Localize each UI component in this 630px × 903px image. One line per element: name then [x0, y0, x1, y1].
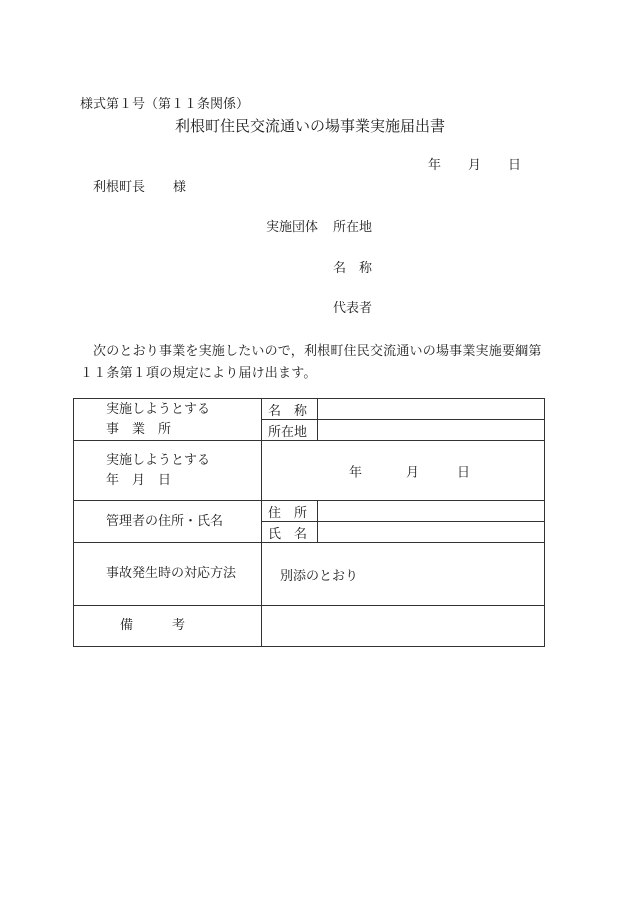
date-label-line-2: 年 月 日 — [106, 472, 172, 488]
applicant-representative-label: 代表者 — [333, 301, 373, 316]
office-label-line-1: 実施しようとする — [106, 401, 211, 417]
table-date-month: 月 — [406, 465, 420, 480]
statement-line-1: 次のとおり事業を実施したいので，利根町住民交流通いの場事業実施要綱第 — [93, 344, 542, 359]
table-row — [74, 606, 545, 647]
accident-response-label-cell: 事故発生時の対応方法 — [74, 543, 262, 606]
office-address-value[interactable] — [318, 420, 545, 441]
statement-line-2: １１条第１項の規定により届け出ます。 — [80, 366, 317, 381]
manager-name-sublabel: 氏 名 — [262, 522, 318, 543]
applicant-address-label: 所在地 — [333, 220, 373, 235]
date-month: 月 — [468, 158, 482, 173]
notification-form-table — [73, 398, 545, 647]
manager-address-value[interactable] — [318, 501, 545, 522]
date-label-line-1: 実施しようとする — [106, 452, 211, 468]
document-title: 利根町住民交流通いの場事業実施届出書 — [175, 117, 446, 135]
addressee-name: 利根町長 — [93, 180, 146, 195]
date-day: 日 — [508, 158, 522, 173]
table-date-year: 年 — [349, 465, 363, 480]
office-address-sublabel: 所在地 — [262, 420, 318, 441]
applicant-name-label: 名 称 — [333, 261, 373, 276]
applicant-org-label: 実施団体 — [266, 220, 319, 235]
table-row — [74, 543, 545, 606]
table-row — [74, 441, 545, 501]
date-year: 年 — [428, 158, 442, 173]
office-name-value[interactable] — [318, 399, 545, 420]
office-name-sublabel: 名 称 — [262, 399, 318, 420]
manager-label-cell: 管理者の住所・氏名 — [74, 501, 262, 543]
accident-response-value[interactable]: 別添のとおり — [262, 543, 545, 606]
remarks-value[interactable] — [262, 606, 545, 647]
table-date-day: 日 — [457, 465, 471, 480]
form-number: 様式第１号（第１１条関係） — [80, 97, 250, 112]
remarks-label-cell: 備 考 — [74, 606, 262, 647]
table-row — [74, 399, 545, 420]
manager-address-sublabel: 住 所 — [262, 501, 318, 522]
implementation-date-value[interactable] — [262, 441, 545, 501]
statement-paragraph — [80, 341, 555, 385]
table-row — [74, 501, 545, 522]
office-label-line-2: 事 業 所 — [106, 421, 172, 437]
manager-name-value[interactable] — [318, 522, 545, 543]
addressee-honorific: 様 — [173, 180, 187, 195]
office-label-cell — [74, 399, 262, 441]
date-label-cell — [74, 441, 262, 501]
